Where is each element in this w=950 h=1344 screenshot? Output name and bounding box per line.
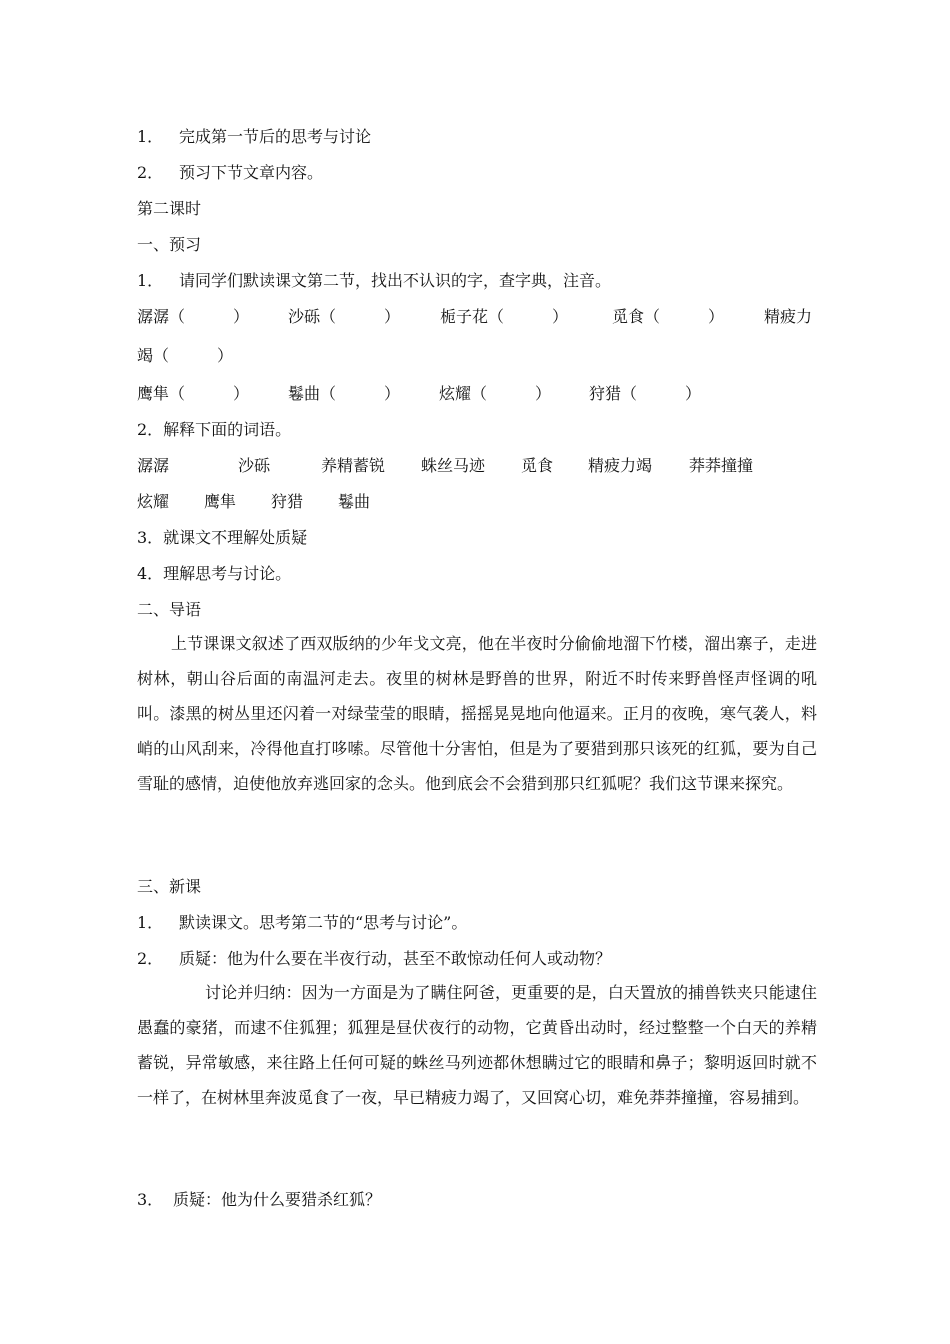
pinyin-item: 沙砾（ ）	[288, 307, 401, 326]
section-heading-new: 三、新课	[137, 877, 202, 896]
list-number: 2．	[137, 163, 164, 182]
vocab-word: 蛛丝马迹	[421, 456, 486, 475]
new-task-1	[137, 913, 467, 933]
list-text: 默读课文。思考第二节的“思考与讨论”。	[179, 913, 468, 932]
preview-task-2: 2．解释下面的词语。	[137, 420, 292, 439]
vocab-word: 鹰隼	[204, 492, 237, 511]
vocab-word: 养精蓄锐	[321, 456, 386, 475]
vocab-word: 狩猎	[271, 492, 304, 511]
pinyin-item: 鬈曲（ ）	[288, 384, 401, 403]
pinyin-item: 炫耀（ ）	[439, 384, 552, 403]
pinyin-item: 潺潺（ ）	[137, 307, 250, 326]
pinyin-item: 竭（ ）	[137, 346, 234, 365]
list-number: 1．	[137, 127, 164, 146]
list-text: 质疑：他为什么要猎杀红狐？	[173, 1190, 382, 1209]
lesson2-title: 第二课时	[137, 199, 202, 218]
preview-task-4: 4．理解思考与讨论。	[137, 564, 292, 583]
pinyin-item: 栀子花（ ）	[440, 307, 569, 326]
list-number: 2．	[137, 949, 164, 968]
homework-item-2	[137, 163, 323, 183]
list-number: 3．	[137, 1190, 164, 1209]
vocab-word: 莽莽撞撞	[689, 456, 754, 475]
vocab-word: 精疲力竭	[588, 456, 653, 475]
new-task-3	[137, 1190, 381, 1210]
list-number: 1．	[137, 271, 164, 290]
discussion-paragraph: 讨论并归纳：因为一方面是为了瞒住阿爸，更重要的是，白天置放的捕兽铁夹只能逮住愚蠢的豪猪，而逮不住狐狸；狐狸是昼伏夜行的动物，它黄昏出动时，经过整整一个白天的养精蓄锐，异常敏感，来往路上任何可疑的蛛丝马列迹都休想瞒过它的眼睛和鼻子；黎明返回时就不一样了，在树林里奔波觅食了一夜，早已精疲力竭了，又回窝心切，难免莽莽撞撞，容易捕到。	[137, 983, 817, 1107]
vocab-word: 潺潺	[137, 456, 170, 475]
vocab-word: 炫耀	[137, 492, 170, 511]
new-task-2	[137, 949, 611, 969]
vocab-word: 鬈曲	[338, 492, 371, 511]
preview-task-1	[137, 271, 611, 291]
list-text: 完成第一节后的思考与讨论	[179, 127, 372, 146]
pinyin-item: 精疲力	[764, 307, 813, 326]
intro-paragraph: 上节课课文叙述了西双版纳的少年戈文亮，他在半夜时分偷偷地溜下竹楼，溜出寨子，走进树林，朝山谷后面的南温河走去。夜里的树林是野兽的世界，附近不时传来野兽怪声怪调的吼叫。漆黑的树丛里还闪着一对绿莹莹的眼睛，摇摇晃晃地向他逼来。正月的夜晚，寒气袭人，料峭的山风刮来，冷得他直打哆嗦。尽管他十分害怕，但是为了要猎到那只该死的红狐，要为自己雪耻的感情，迫使他放弃逃回家的念头。他到底会不会猎到那只红狐呢？我们这节课来探究。	[137, 634, 817, 793]
preview-task-3: 3．就课文不理解处质疑	[137, 528, 308, 547]
section-heading-preview: 一、预习	[137, 235, 202, 254]
pinyin-item: 觅食（ ）	[612, 307, 725, 326]
vocab-word: 沙砾	[238, 456, 271, 475]
list-text: 预习下节文章内容。	[179, 163, 324, 182]
pinyin-item: 鹰隼（ ）	[137, 384, 250, 403]
pinyin-item: 狩猎（ ）	[589, 384, 702, 403]
homework-item-1	[137, 127, 371, 147]
list-number: 1．	[137, 913, 164, 932]
list-text: 质疑：他为什么要在半夜行动，甚至不敢惊动任何人或动物？	[179, 949, 612, 968]
section-heading-intro: 二、导语	[137, 600, 202, 619]
vocab-word: 觅食	[521, 456, 554, 475]
list-text: 请同学们默读课文第二节，找出不认识的字，查字典，注音。	[179, 271, 612, 290]
